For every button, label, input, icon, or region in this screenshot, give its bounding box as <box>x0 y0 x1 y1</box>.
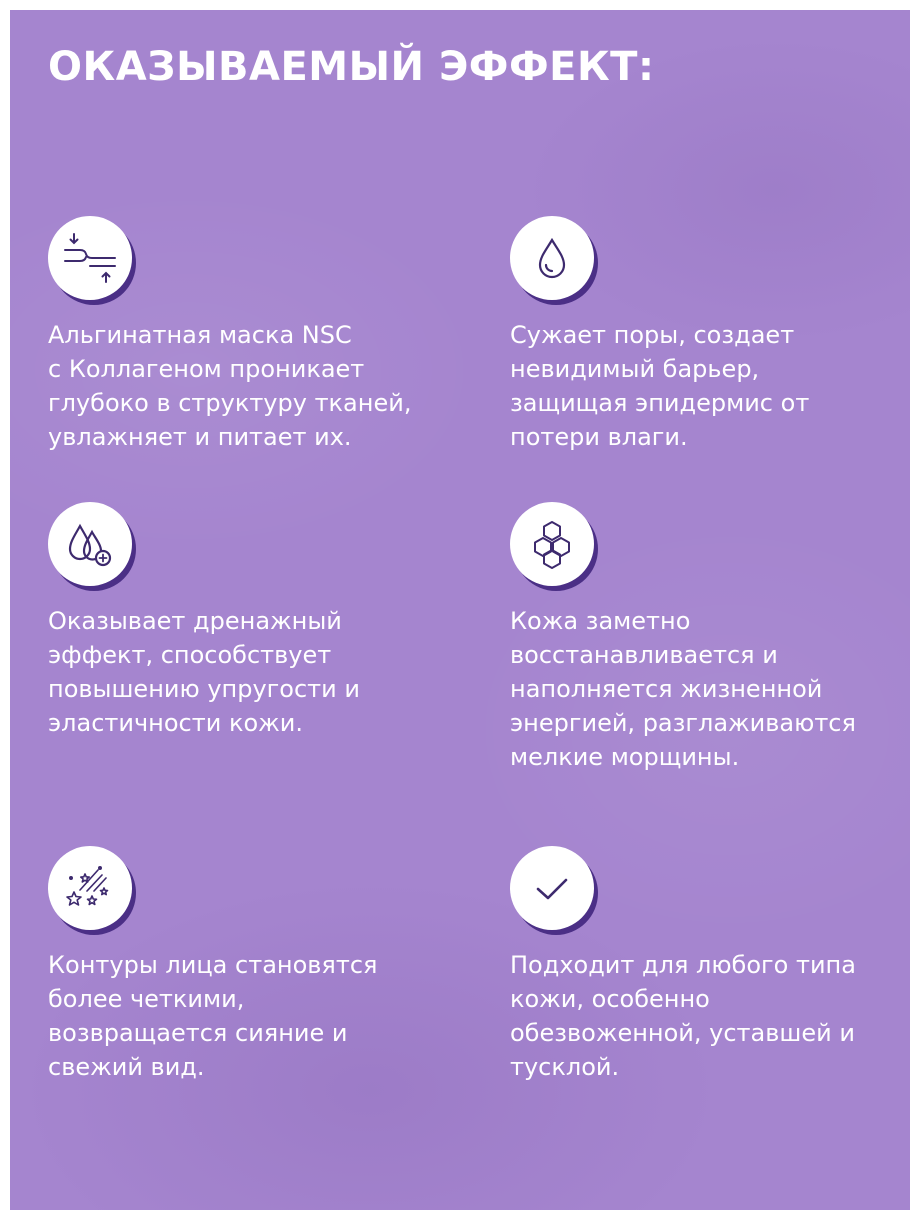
page-title: ОКАЗЫВАЕМЫЙ ЭФФЕКТ: <box>48 44 655 90</box>
icon-badge <box>510 216 594 300</box>
icon-badge <box>510 846 594 930</box>
water-drop-icon <box>522 228 582 288</box>
icon-badge <box>510 502 594 586</box>
feature-item <box>510 502 890 774</box>
feature-item <box>510 846 890 1084</box>
feature-text: Сужает поры, создает невидимый барьер, защищая эпидермис от потери влаги. <box>510 321 810 451</box>
sparkle-stars-icon <box>60 858 120 918</box>
feature-text: Кожа заметно восстанавливается и наполняется жизненной энергией, разглаживаются мелкие морщины. <box>510 607 856 771</box>
feature-text: Подходит для любого типа кожи, особенно обезвоженной, уставшей и тусклой. <box>510 951 856 1081</box>
layers-penetration-icon <box>60 228 120 288</box>
feature-item <box>48 846 428 1084</box>
feature-item <box>48 502 428 740</box>
icon-badge <box>48 216 132 300</box>
background-panel <box>10 10 910 1210</box>
feature-item <box>48 216 428 454</box>
icon-badge <box>48 502 132 586</box>
drops-plus-icon <box>60 514 120 574</box>
icon-badge <box>48 846 132 930</box>
hexagons-icon <box>522 514 582 574</box>
feature-text: Альгинатная маска NSC с Коллагеном проникает глубоко в структуру тканей, увлажняет и питает их. <box>48 321 412 451</box>
feature-text: Оказывает дренажный эффект, способствует повышению упругости и эластичности кожи. <box>48 607 360 737</box>
feature-item <box>510 216 890 454</box>
feature-text: Контуры лица становятся более четкими, возвращается сияние и свежий вид. <box>48 951 378 1081</box>
checkmark-icon <box>522 858 582 918</box>
